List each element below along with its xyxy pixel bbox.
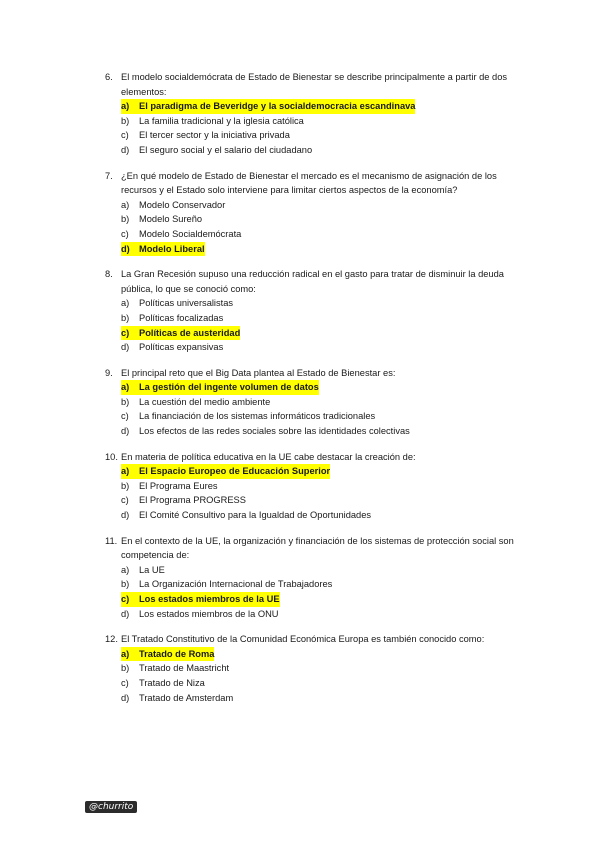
option-letter: b) (121, 396, 130, 407)
question (105, 366, 515, 439)
question (105, 534, 515, 622)
question-text: En el contexto de la UE, la organización y financiación de los sistemas de protección social son competencia de: (121, 535, 514, 561)
question-number: 12. (105, 634, 118, 645)
option-text: La gestión del ingente volumen de datos (139, 380, 319, 395)
option-text: Políticas universalistas (139, 298, 234, 309)
option-text: Tratado de Niza (139, 677, 205, 688)
option-letter: c) (121, 130, 129, 141)
answer-option (121, 493, 515, 508)
answer-options (121, 563, 515, 621)
option-letter: b) (121, 312, 130, 323)
option-letter: c) (121, 495, 129, 506)
question-number: 6. (105, 72, 113, 82)
option-text: El Programa PROGRESS (139, 495, 246, 506)
question (105, 450, 515, 523)
answer-options (121, 647, 515, 705)
answer-option (121, 296, 515, 311)
option-text: El seguro social y el salario del ciudadano (139, 144, 313, 155)
question-number: 9. (105, 367, 113, 378)
question-text: El Tratado Constitutivo de la Comunidad Económica Europa es también conocido como: (121, 634, 485, 645)
option-letter: d) (121, 342, 130, 353)
answer-option (121, 508, 515, 523)
option-text: Los efectos de las redes sociales sobre las identidades colectivas (139, 426, 410, 437)
option-letter: c) (121, 228, 129, 239)
option-letter: a) (121, 99, 139, 114)
option-text: Tratado de Roma (139, 647, 214, 662)
option-letter: c) (121, 677, 129, 688)
answer-options (121, 99, 515, 157)
answer-option (121, 227, 515, 242)
option-text: El Espacio Europeo de Educación Superior (139, 464, 330, 479)
answer-option (121, 424, 515, 439)
option-text: La financiación de los sistemas informáticos tradicionales (139, 411, 376, 422)
option-letter: a) (121, 380, 139, 395)
question-text: El modelo socialdemócrata de Estado de Bienestar se describe principalmente a partir de dos elementos: (121, 72, 508, 97)
answer-option-correct (121, 242, 515, 257)
option-letter: a) (121, 298, 130, 309)
option-text: El Programa Eures (139, 480, 218, 491)
option-letter: b) (121, 480, 130, 491)
answer-option (121, 691, 515, 706)
option-text: Los estados miembros de la UE (139, 592, 280, 607)
option-letter: c) (121, 592, 139, 607)
question-text: La Gran Recesión supuso una reducción radical en el gasto para tratar de disminuir la deuda pública, lo que se conoció como: (121, 269, 504, 294)
answer-options (121, 464, 515, 522)
question (105, 632, 515, 705)
answer-options (121, 198, 515, 256)
option-letter: d) (121, 242, 139, 257)
question-number: 11. (105, 535, 118, 546)
question (105, 267, 515, 355)
answer-option (121, 395, 515, 410)
option-letter: c) (121, 326, 139, 341)
question-text: ¿En qué modelo de Estado de Bienestar el mercado es el mecanismo de asignación de los recursos y el Estado solo interviene para limitar ciertos aspectos de la economía? (121, 170, 497, 196)
answer-option-correct (121, 326, 515, 341)
option-letter: b) (121, 214, 130, 225)
option-text: El paradigma de Beveridge y la socialdemocracia escandinava (139, 99, 415, 114)
answer-option (121, 661, 515, 676)
answer-option-correct (121, 647, 515, 662)
option-letter: b) (121, 663, 130, 674)
option-text: El Comité Consultivo para la Igualdad de Oportunidades (139, 510, 372, 521)
answer-option (121, 128, 515, 143)
option-text: Modelo Sureño (139, 214, 203, 225)
question-stem (105, 450, 515, 465)
answer-option (121, 198, 515, 213)
option-letter: b) (121, 115, 130, 126)
question (105, 70, 515, 158)
option-text: La UE (139, 564, 165, 575)
question-list (105, 70, 515, 716)
option-text: Políticas focalizadas (139, 312, 224, 323)
question-number: 7. (105, 170, 113, 181)
answer-option (121, 340, 515, 355)
option-letter: a) (121, 564, 130, 575)
option-text: El tercer sector y la iniciativa privada (139, 130, 290, 141)
answer-option (121, 114, 515, 129)
option-text: La Organización Internacional de Trabajadores (139, 579, 333, 590)
option-letter: d) (121, 608, 130, 619)
question-text: El principal reto que el Big Data plantea al Estado de Bienestar es: (121, 367, 396, 378)
question-number: 8. (105, 269, 113, 280)
answer-option (121, 676, 515, 691)
answer-option-correct (121, 99, 515, 114)
answer-option-correct (121, 380, 515, 395)
answer-option (121, 563, 515, 578)
watermark: @churrito (85, 801, 137, 813)
option-text: Tratado de Amsterdam (139, 692, 234, 703)
option-text: Los estados miembros de la ONU (139, 608, 279, 619)
question-stem (105, 70, 515, 99)
answer-option (121, 577, 515, 592)
option-letter: d) (121, 144, 130, 155)
option-letter: a) (121, 199, 130, 210)
question-stem (105, 169, 515, 198)
question-text: En materia de política educativa en la UE cabe destacar la creación de: (121, 451, 416, 462)
question-stem (105, 267, 515, 296)
answer-option (121, 143, 515, 158)
answer-option (121, 479, 515, 494)
option-letter: d) (121, 510, 130, 521)
answer-option (121, 212, 515, 227)
answer-option-correct (121, 464, 515, 479)
question-stem (105, 366, 515, 381)
answer-options (121, 296, 515, 354)
question-stem (105, 534, 515, 563)
option-text: Políticas expansivas (139, 342, 224, 353)
option-text: Modelo Conservador (139, 199, 226, 210)
option-letter: a) (121, 464, 139, 479)
answer-option (121, 311, 515, 326)
question (105, 169, 515, 257)
answer-option (121, 409, 515, 424)
option-text: Modelo Liberal (139, 242, 205, 257)
option-letter: d) (121, 426, 130, 437)
option-text: La cuestión del medio ambiente (139, 396, 271, 407)
answer-option-correct (121, 592, 515, 607)
answer-options (121, 380, 515, 438)
option-letter: b) (121, 579, 130, 590)
option-letter: d) (121, 692, 130, 703)
question-stem (105, 632, 515, 647)
answer-option (121, 607, 515, 622)
option-text: Políticas de austeridad (139, 326, 240, 341)
question-number: 10. (105, 451, 118, 462)
option-text: Tratado de Maastricht (139, 663, 230, 674)
option-letter: a) (121, 647, 139, 662)
option-text: Modelo Socialdemócrata (139, 228, 242, 239)
option-letter: c) (121, 411, 129, 422)
option-text: La familia tradicional y la iglesia católica (139, 115, 304, 126)
